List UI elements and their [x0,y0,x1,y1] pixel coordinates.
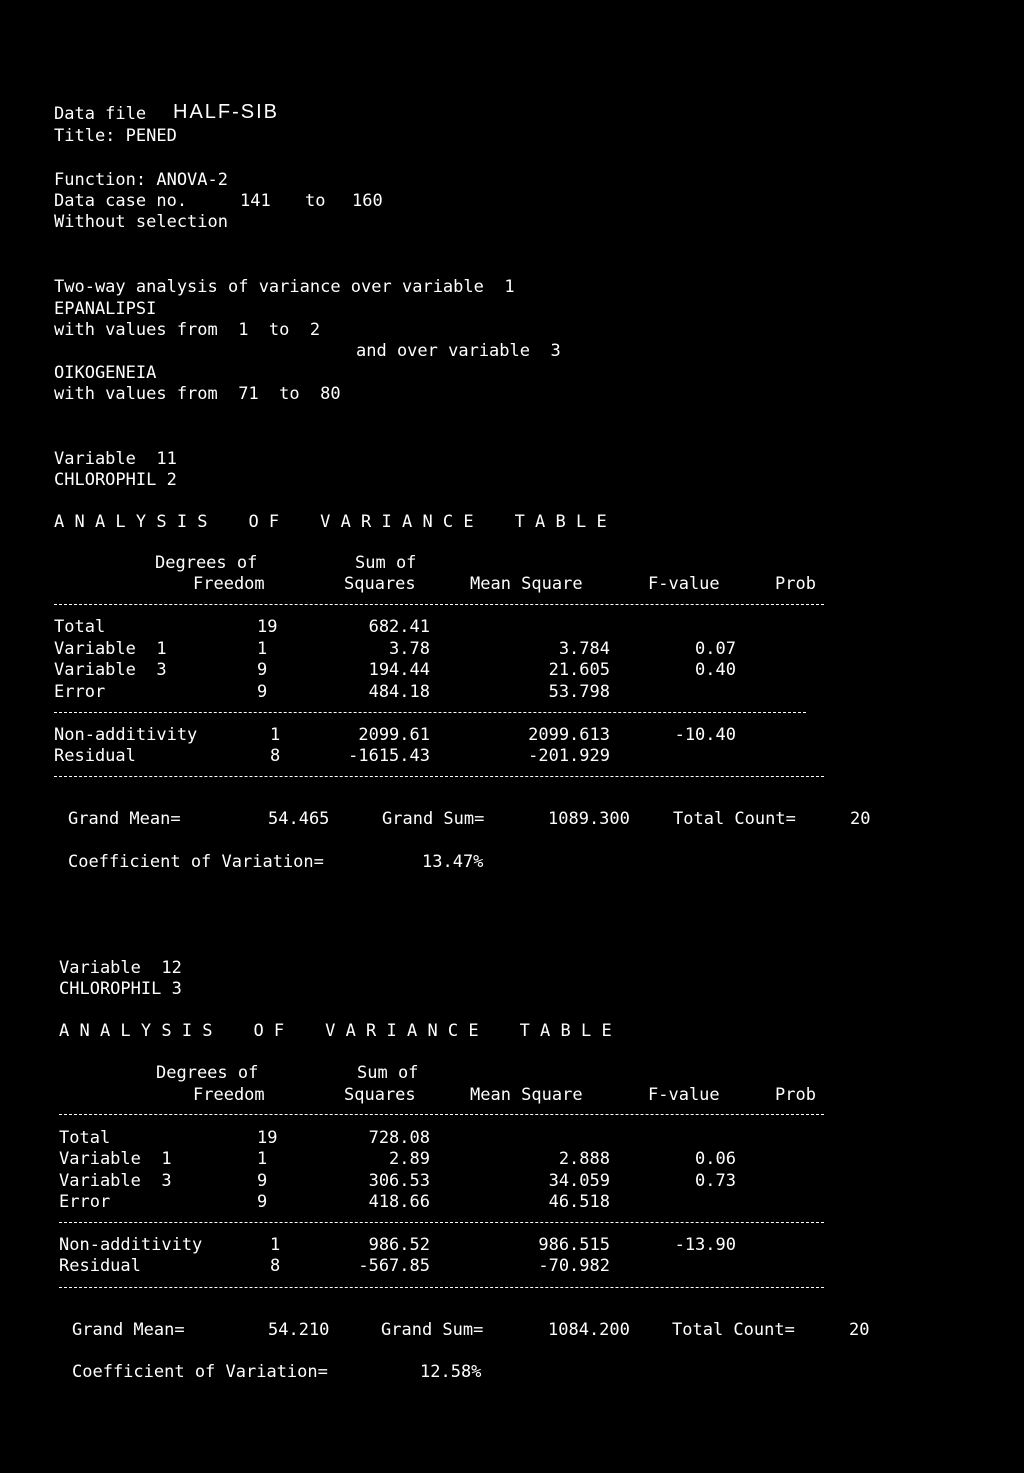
grand-sum-label: Grand Sum= [381,1320,484,1340]
row-df: 1 [257,1149,268,1169]
cv-label: Coefficient of Variation= [72,1362,328,1382]
header-freedom: Freedom [193,574,265,594]
row-source: Residual [54,746,136,766]
row-df: 1 [257,639,268,659]
header-prob: Prob [775,1085,816,1105]
row-ms: 986.515 [538,1235,610,1255]
row-ms: 2.888 [558,1149,610,1169]
total-count-label: Total Count= [673,809,796,829]
grand-sum-label: Grand Sum= [382,809,485,829]
function-line: Function: ANOVA-2 [54,170,228,190]
description-line: and over variable 3 [356,341,561,361]
case-from: 141 [240,191,271,211]
divider [59,1114,824,1115]
cv-label: Coefficient of Variation= [68,852,324,872]
row-ms: 21.605 [548,660,610,680]
description-line: OIKOGENEIA [54,363,157,383]
cv-value: 12.58% [420,1362,482,1382]
row-ms: -70.982 [538,1256,610,1276]
header-sum: Sum of [355,553,417,573]
variable-number: Variable 12 [59,958,182,978]
row-source: Non-additivity [54,725,198,745]
report-title: Title: PENED [54,126,177,146]
description-line: with values from 1 to 2 [54,320,321,340]
row-df: 19 [257,1128,278,1148]
row-ms: 2099.613 [528,725,610,745]
grand-sum-value: 1084.200 [548,1320,630,1340]
header-degrees: Degrees of [155,553,258,573]
header-f-value: F-value [648,1085,720,1105]
variable-number: Variable 11 [54,449,177,469]
header-degrees: Degrees of [156,1063,259,1083]
row-ms: 3.784 [558,639,610,659]
grand-sum-value: 1089.300 [548,809,630,829]
row-df: 9 [257,660,268,680]
row-ss: -567.85 [358,1256,430,1276]
row-source: Variable 3 [59,1171,172,1191]
row-ms: 34.059 [548,1171,610,1191]
row-ss: 194.44 [368,660,430,680]
row-ss: 682.41 [368,617,430,637]
row-f: 0.40 [695,660,736,680]
grand-mean-value: 54.465 [268,809,330,829]
cv-value: 13.47% [422,852,484,872]
total-count-label: Total Count= [672,1320,795,1340]
row-ms: -201.929 [528,746,610,766]
total-count-value: 20 [849,1320,870,1340]
row-source: Non-additivity [59,1235,203,1255]
table-title: A N A L Y S I S O F V A R I A N C E T A B L E [59,1021,612,1041]
row-df: 8 [270,746,281,766]
header-squares: Squares [344,1085,416,1105]
description-line: EPANALIPSI [54,299,157,319]
row-df: 1 [270,725,281,745]
row-source: Error [59,1192,111,1212]
divider [54,712,806,713]
description-line: with values from 71 to 80 [54,384,341,404]
row-df: 19 [257,617,278,637]
row-ss: 3.78 [389,639,430,659]
row-ss: 986.52 [368,1235,430,1255]
description-line: Two-way analysis of variance over variable 1 [54,277,515,297]
header-f-value: F-value [648,574,720,594]
case-to-word: to [305,191,326,211]
row-source: Variable 3 [54,660,167,680]
row-ss: 306.53 [368,1171,430,1191]
row-f: 0.07 [695,639,736,659]
row-ss: 2.89 [389,1149,430,1169]
grand-mean-label: Grand Mean= [72,1320,185,1340]
divider [54,776,824,777]
row-ss: 418.66 [368,1192,430,1212]
row-ss: 728.08 [368,1128,430,1148]
variable-name: CHLOROPHIL 2 [54,470,177,490]
row-df: 1 [270,1235,281,1255]
selection-line: Without selection [54,212,228,232]
row-f: 0.73 [695,1171,736,1191]
header-mean-square: Mean Square [470,574,583,594]
row-f: -10.40 [674,725,736,745]
divider [54,604,824,605]
grand-mean-label: Grand Mean= [68,809,181,829]
table-title: A N A L Y S I S O F V A R I A N C E T A B L E [54,512,607,532]
row-df: 9 [257,1171,268,1191]
row-ss: 2099.61 [358,725,430,745]
data-file-name: HALF-SIB [173,101,280,123]
row-ms: 46.518 [548,1192,610,1212]
variable-name: CHLOROPHIL 3 [59,979,182,999]
row-ss: 484.18 [368,682,430,702]
row-source: Total [59,1128,111,1148]
total-count-value: 20 [850,809,871,829]
row-source: Residual [59,1256,141,1276]
header-sum: Sum of [357,1063,419,1083]
case-label: Data case no. [54,191,188,211]
divider [59,1222,824,1223]
data-file-label: Data file [54,104,147,124]
row-source: Variable 1 [59,1149,172,1169]
row-f: 0.06 [695,1149,736,1169]
row-ss: -1615.43 [348,746,430,766]
row-df: 9 [257,1192,268,1212]
grand-mean-value: 54.210 [268,1320,330,1340]
header-squares: Squares [344,574,416,594]
header-freedom: Freedom [193,1085,265,1105]
row-source: Variable 1 [54,639,167,659]
header-mean-square: Mean Square [470,1085,583,1105]
row-source: Error [54,682,106,702]
row-source: Total [54,617,106,637]
row-ms: 53.798 [548,682,610,702]
case-to: 160 [352,191,383,211]
row-df: 9 [257,682,268,702]
divider [59,1287,824,1288]
header-prob: Prob [775,574,816,594]
row-df: 8 [270,1256,281,1276]
row-f: -13.90 [674,1235,736,1255]
